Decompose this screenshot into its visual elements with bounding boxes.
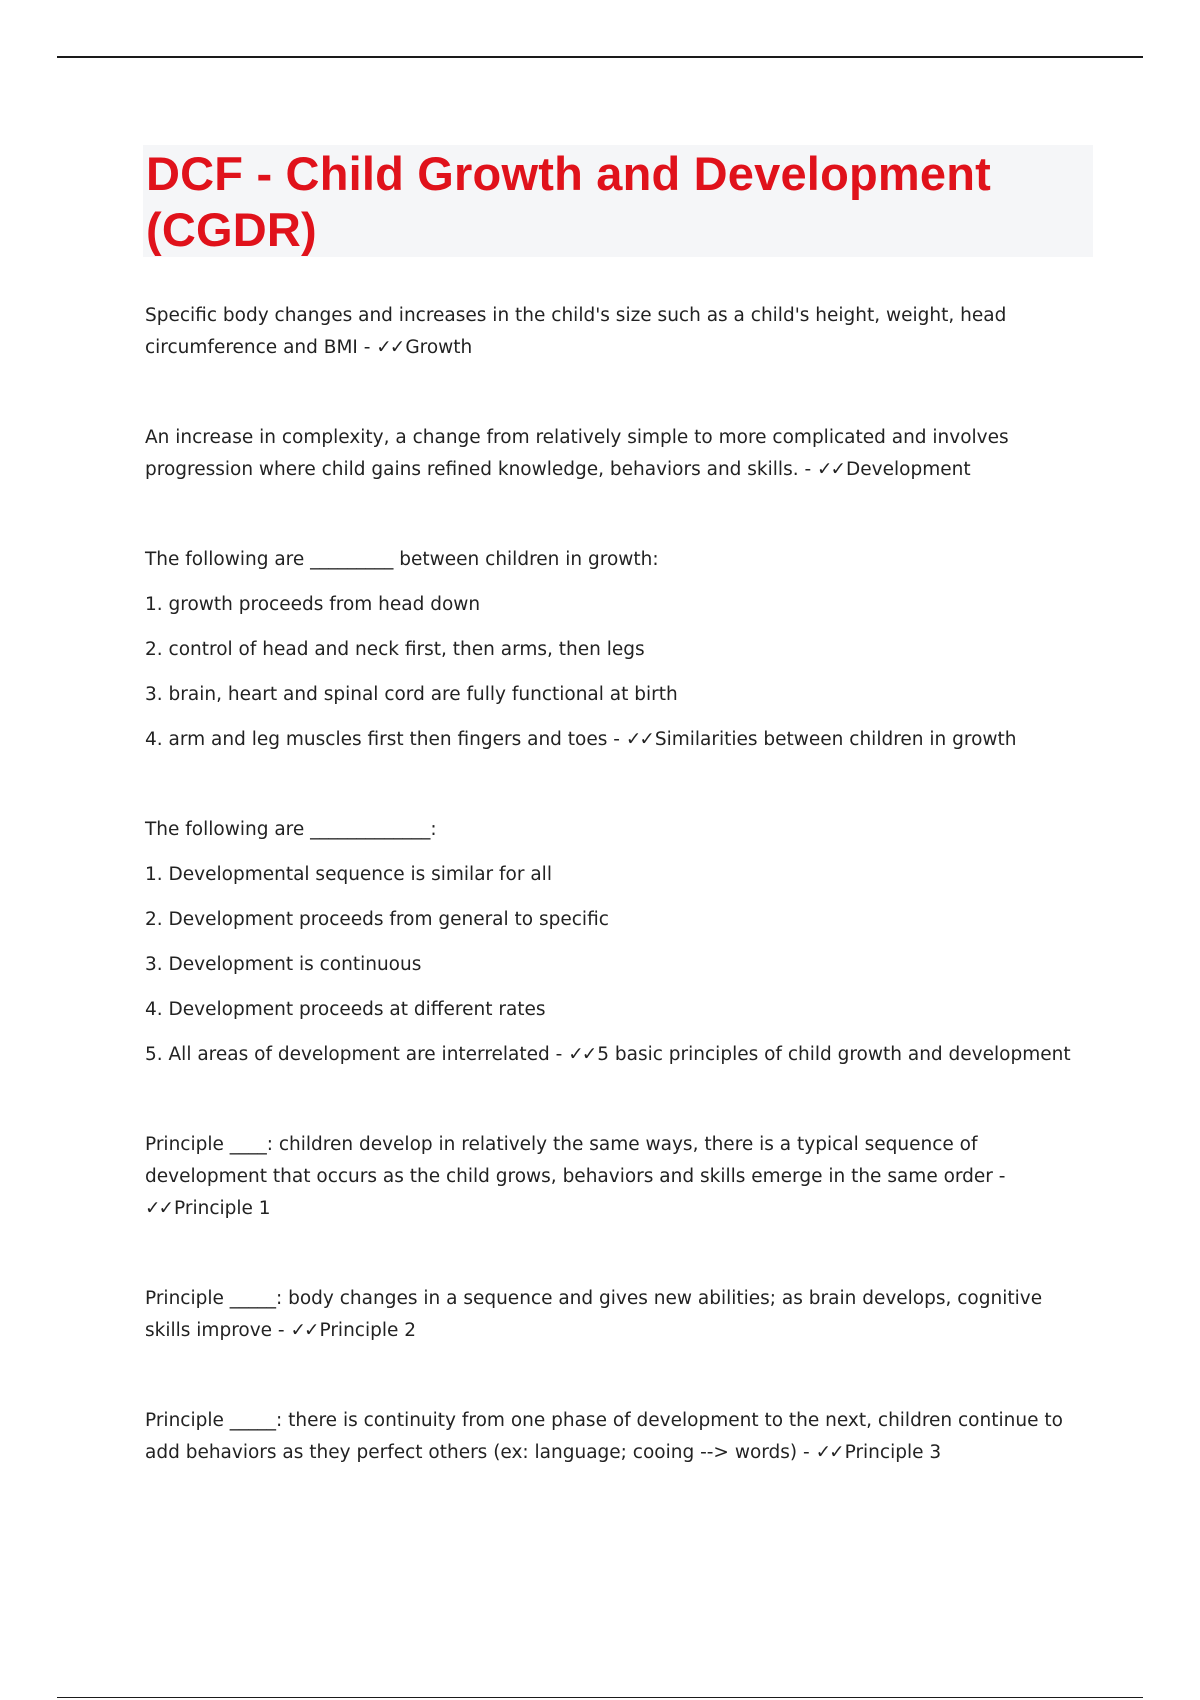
list-item: 3. Development is continuous [145, 954, 422, 975]
qa-block-principle-2 [145, 1283, 1090, 1347]
qa-block-growth [145, 300, 1090, 364]
qa-block-principles [145, 814, 1090, 1071]
answer-text: Growth [405, 337, 473, 358]
question-text: Principle _____: there is continuity from one phase of development to the next, children continue to add behaviors as they perfect others (ex: language; cooing --> words) - [145, 1410, 1063, 1463]
answer-text: Principle 2 [319, 1320, 417, 1341]
double-check-icon: ✓✓ [376, 337, 404, 358]
list-item: 1. Developmental sequence is similar for all [145, 864, 552, 885]
double-check-icon: ✓✓ [625, 729, 653, 750]
qa-block-principle-3 [145, 1405, 1090, 1469]
qa-block-development [145, 422, 1090, 486]
answer-text: 5 basic principles of child growth and development [597, 1044, 1071, 1065]
answer-text: Development [846, 459, 971, 480]
double-check-icon: ✓✓ [817, 459, 845, 480]
list-intro: The following are _________ between children in growth: [145, 549, 659, 570]
double-check-icon: ✓✓ [290, 1320, 318, 1341]
qa-paragraph [145, 1405, 1090, 1469]
question-text: Principle ____: children develop in relatively the same ways, there is a typical sequence of development that occurs as the child grows, behaviors and skills emerge in the same order - [145, 1134, 1006, 1187]
qa-block-similarities [145, 544, 1090, 756]
list-item-text: 5. All areas of development are interrelated - [145, 1044, 569, 1065]
answer-text: Similarities between children in growth [654, 729, 1017, 750]
list-item [145, 1039, 1090, 1071]
top-rule [57, 56, 1143, 58]
document-title: DCF - Child Growth and Development (CGDR) [146, 147, 991, 256]
list-item: 4. Development proceeds at different rates [145, 999, 546, 1020]
bottom-rule [57, 1697, 1143, 1698]
qa-paragraph [145, 300, 1090, 364]
list-item [145, 724, 1090, 756]
qa-paragraph [145, 422, 1090, 486]
list-item: 3. brain, heart and spinal cord are fully functional at birth [145, 684, 678, 705]
double-check-icon: ✓✓ [145, 1198, 173, 1219]
double-check-icon: ✓✓ [568, 1044, 596, 1065]
answer-text: Principle 1 [174, 1198, 271, 1219]
question-text: Principle _____: body changes in a sequence and gives new abilities; as brain develops, cognitive skills improve - [145, 1288, 1043, 1341]
answer-text: Principle 3 [844, 1442, 942, 1463]
list-item-text: 4. arm and leg muscles first then fingers and toes - [145, 729, 626, 750]
document-body [145, 300, 1090, 1527]
list-item: 2. control of head and neck first, then arms, then legs [145, 639, 645, 660]
question-text: An increase in complexity, a change from relatively simple to more complicated and involves progression where child gains refined knowledge, behaviors and skills. - [145, 427, 1009, 480]
list-item: 1. growth proceeds from head down [145, 594, 481, 615]
qa-block-principle-1 [145, 1129, 1090, 1225]
double-check-icon: ✓✓ [815, 1442, 843, 1463]
question-text: Specific body changes and increases in the child's size such as a child's height, weight, head circumference and BMI - [145, 305, 1007, 358]
qa-paragraph [145, 1129, 1090, 1225]
list-intro: The following are _____________: [145, 819, 437, 840]
qa-paragraph [145, 1283, 1090, 1347]
list-item: 2. Development proceeds from general to specific [145, 909, 609, 930]
